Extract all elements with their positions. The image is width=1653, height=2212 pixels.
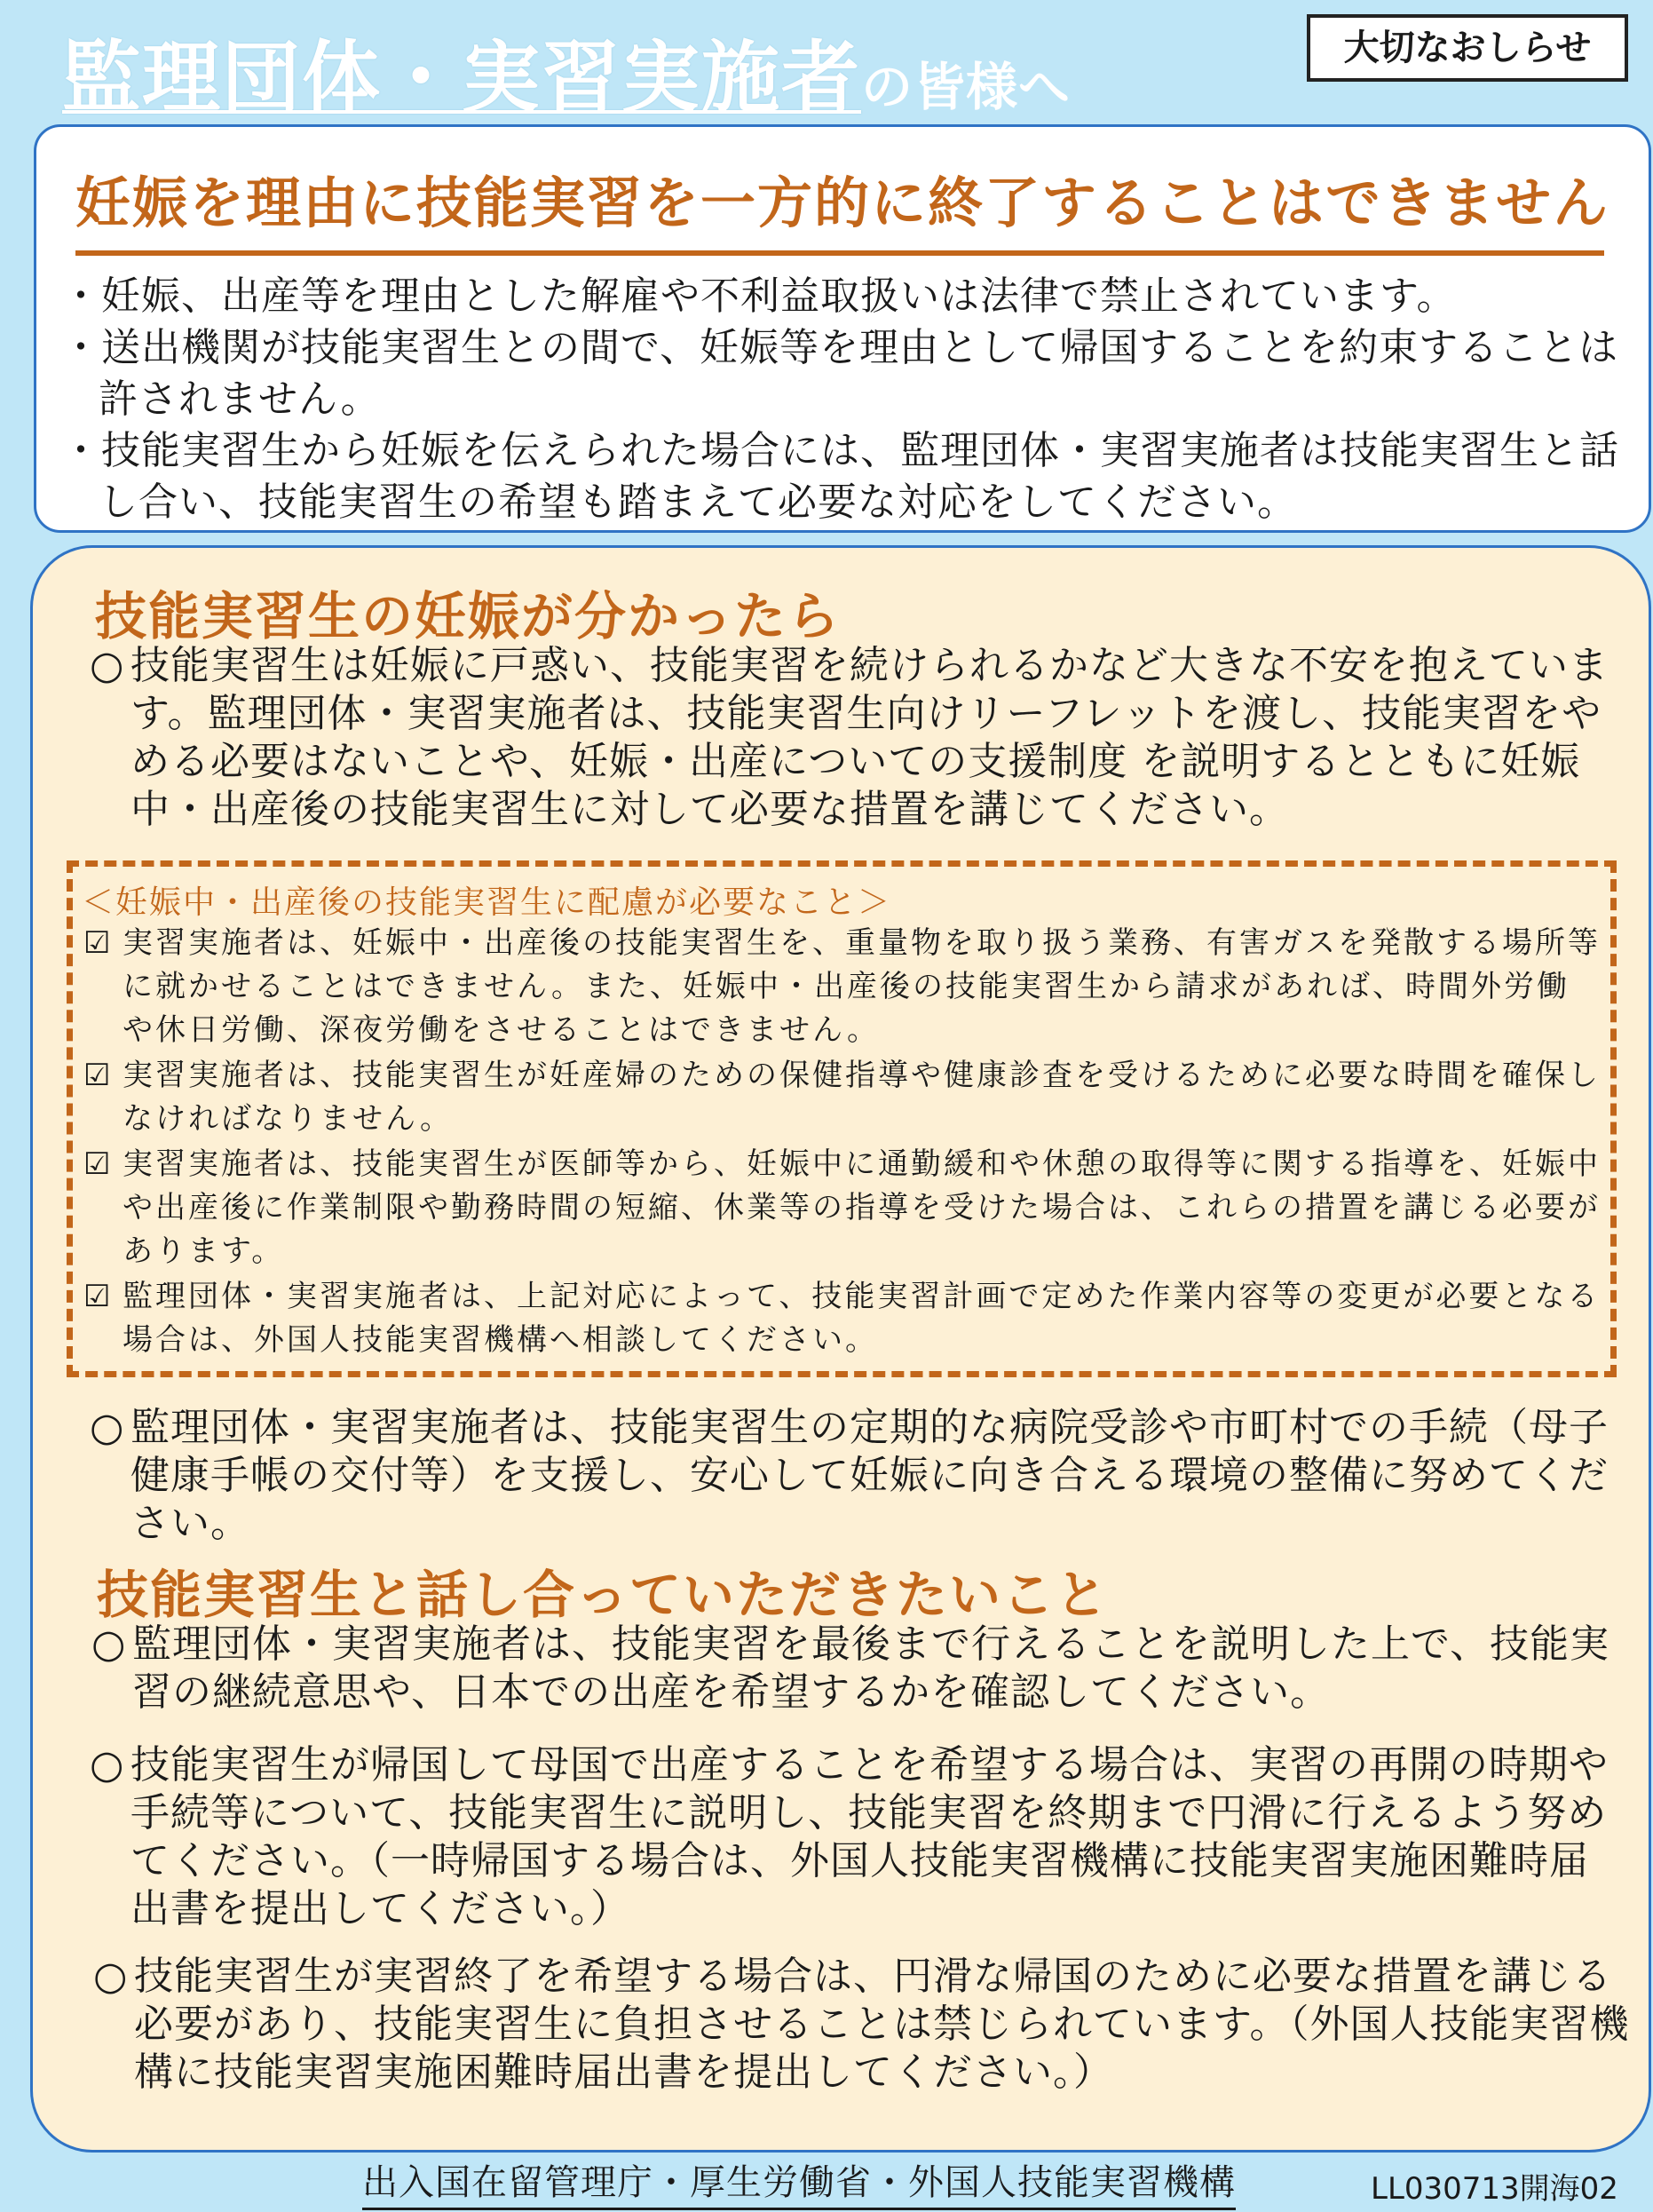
- document-code: LL030713開海02: [1371, 2171, 1618, 2207]
- discussion-item-text: 技能実習生が実習終了を希望する場合は、円滑な帰国のために必要な措置を講じる必要があり、技能実習生に負担させることは禁じられています。（外国人技能実習機構に技能実習実施困難時届出書を提出してください。）: [134, 1954, 1630, 2095]
- care-item-text: 実習実施者は、技能実習生が妊産婦のための保健指導や健康診査を受けるために必要な時間を確保しなければなりません。: [123, 1058, 1601, 1137]
- care-item: [83, 1054, 1602, 1141]
- care-requirements-list: [83, 922, 1602, 1364]
- warning-item: ・妊娠、出産等を理由とした解雇や不利益取扱いは法律で禁止されています。: [61, 274, 1457, 319]
- circle-bullet-icon: ○: [90, 1405, 125, 1450]
- warning-title: 妊娠を理由に技能実習を一方的に終了することはできません: [75, 159, 1604, 256]
- checkbox-checked-icon: ☑: [83, 925, 114, 961]
- support-paragraph: [90, 1404, 1617, 1548]
- checkbox-checked-icon: ☑: [83, 1058, 114, 1093]
- pregnancy-intro-paragraph: [90, 642, 1617, 834]
- issuing-agencies: 出入国在留管理庁・厚生労働省・外国人技能実習機構: [362, 2158, 1236, 2210]
- warning-item: ・送出機関が技能実習生との間で、妊娠等を理由として帰国することを約束することは許されません。: [61, 325, 1619, 422]
- discussion-item: [90, 1741, 1617, 1933]
- checkbox-checked-icon: ☑: [83, 1279, 114, 1314]
- discussion-item-text: 監理団体・実習実施者は、技能実習を最後まで行えることを説明した上で、技能実習の継続意思や、日本での出産を希望するかを確認してください。: [132, 1621, 1610, 1715]
- important-notice-badge: 大切なおしらせ: [1307, 14, 1628, 82]
- section-heading-discussion: 技能実習生と話し合っていただきたいこと: [97, 1565, 1110, 1625]
- circle-bullet-icon: ○: [91, 1621, 127, 1667]
- care-item-text: 実習実施者は、妊娠中・出産後の技能実習生を、重量物を取り扱う業務、有害ガスを発散する場所等に就かせることはできません。また、妊娠中・出産後の技能実習生から請求があれば、時間外労働や休日労働、深夜労働をさせることはできません。: [123, 925, 1601, 1048]
- circle-bullet-icon: ○: [93, 1954, 129, 1999]
- discussion-item-text: 技能実習生が帰国して母国で出産することを希望する場合は、実習の再開の時期や手続等について、技能実習生に説明し、技能実習を終期まで円滑に行えるよう努めてください。（一時帰国する場合は、外国人技能実習機構に技能実習実施困難時届出書を提出してください。）: [130, 1742, 1609, 1931]
- section-heading-pregnancy: 技能実習生の妊娠が分かったら: [95, 586, 842, 646]
- support-text: 監理団体・実習実施者は、技能実習生の定期的な病院受診や市町村での手続（母子健康手帳の交付等）を支援し、安心して妊娠に向き合える環境の整備に努めてください。: [130, 1405, 1609, 1546]
- discussion-item: [93, 1953, 1638, 2097]
- care-item: [83, 1275, 1602, 1362]
- page-title-main: 監理団体・実習実施者: [62, 32, 862, 123]
- page-title: [62, 16, 1071, 128]
- care-item: [83, 922, 1602, 1052]
- care-item: [83, 1143, 1602, 1273]
- discussion-item: [91, 1621, 1618, 1716]
- checkbox-checked-icon: ☑: [83, 1146, 114, 1182]
- page-title-suffix: の皆様へ: [861, 57, 1072, 117]
- main-content-box: [30, 545, 1651, 2153]
- warning-box: [34, 124, 1651, 533]
- circle-bullet-icon: ○: [90, 643, 125, 688]
- pregnancy-intro-text: 技能実習生は妊娠に戸惑い、技能実習を続けられるかなど大きな不安を抱えています。監理団体・実習実施者は、技能実習生向けリーフレットを渡し、技能実習をやめる必要はないことや、妊娠・出産についての支援制度 を説明するとともに妊娠中・出産後の技能実習生に対して必要な措置を講じてください。: [130, 643, 1609, 832]
- care-item-text: 実習実施者は、技能実習生が医師等から、妊娠中に通勤緩和や休憩の取得等に関する指導を、妊娠中や出産後に作業制限や勤務時間の短縮、休業等の指導を受けた場合は、これらの措置を講じる必要があります。: [123, 1146, 1601, 1269]
- warning-item: ・技能実習生から妊娠を伝えられた場合には、監理団体・実習実施者は技能実習生と話し合い、技能実習生の希望も踏まえて必要な対応をしてください。: [61, 428, 1619, 525]
- care-requirements-title: ＜妊娠中・出産後の技能実習生に配慮が必要なこと＞: [82, 884, 892, 921]
- care-item-text: 監理団体・実習実施者は、上記対応によって、技能実習計画で定めた作業内容等の変更が必要となる場合は、外国人技能実習機構へ相談してください。: [123, 1279, 1601, 1358]
- circle-bullet-icon: ○: [90, 1742, 125, 1788]
- warning-list: [61, 271, 1641, 528]
- care-requirements-box: [67, 860, 1617, 1377]
